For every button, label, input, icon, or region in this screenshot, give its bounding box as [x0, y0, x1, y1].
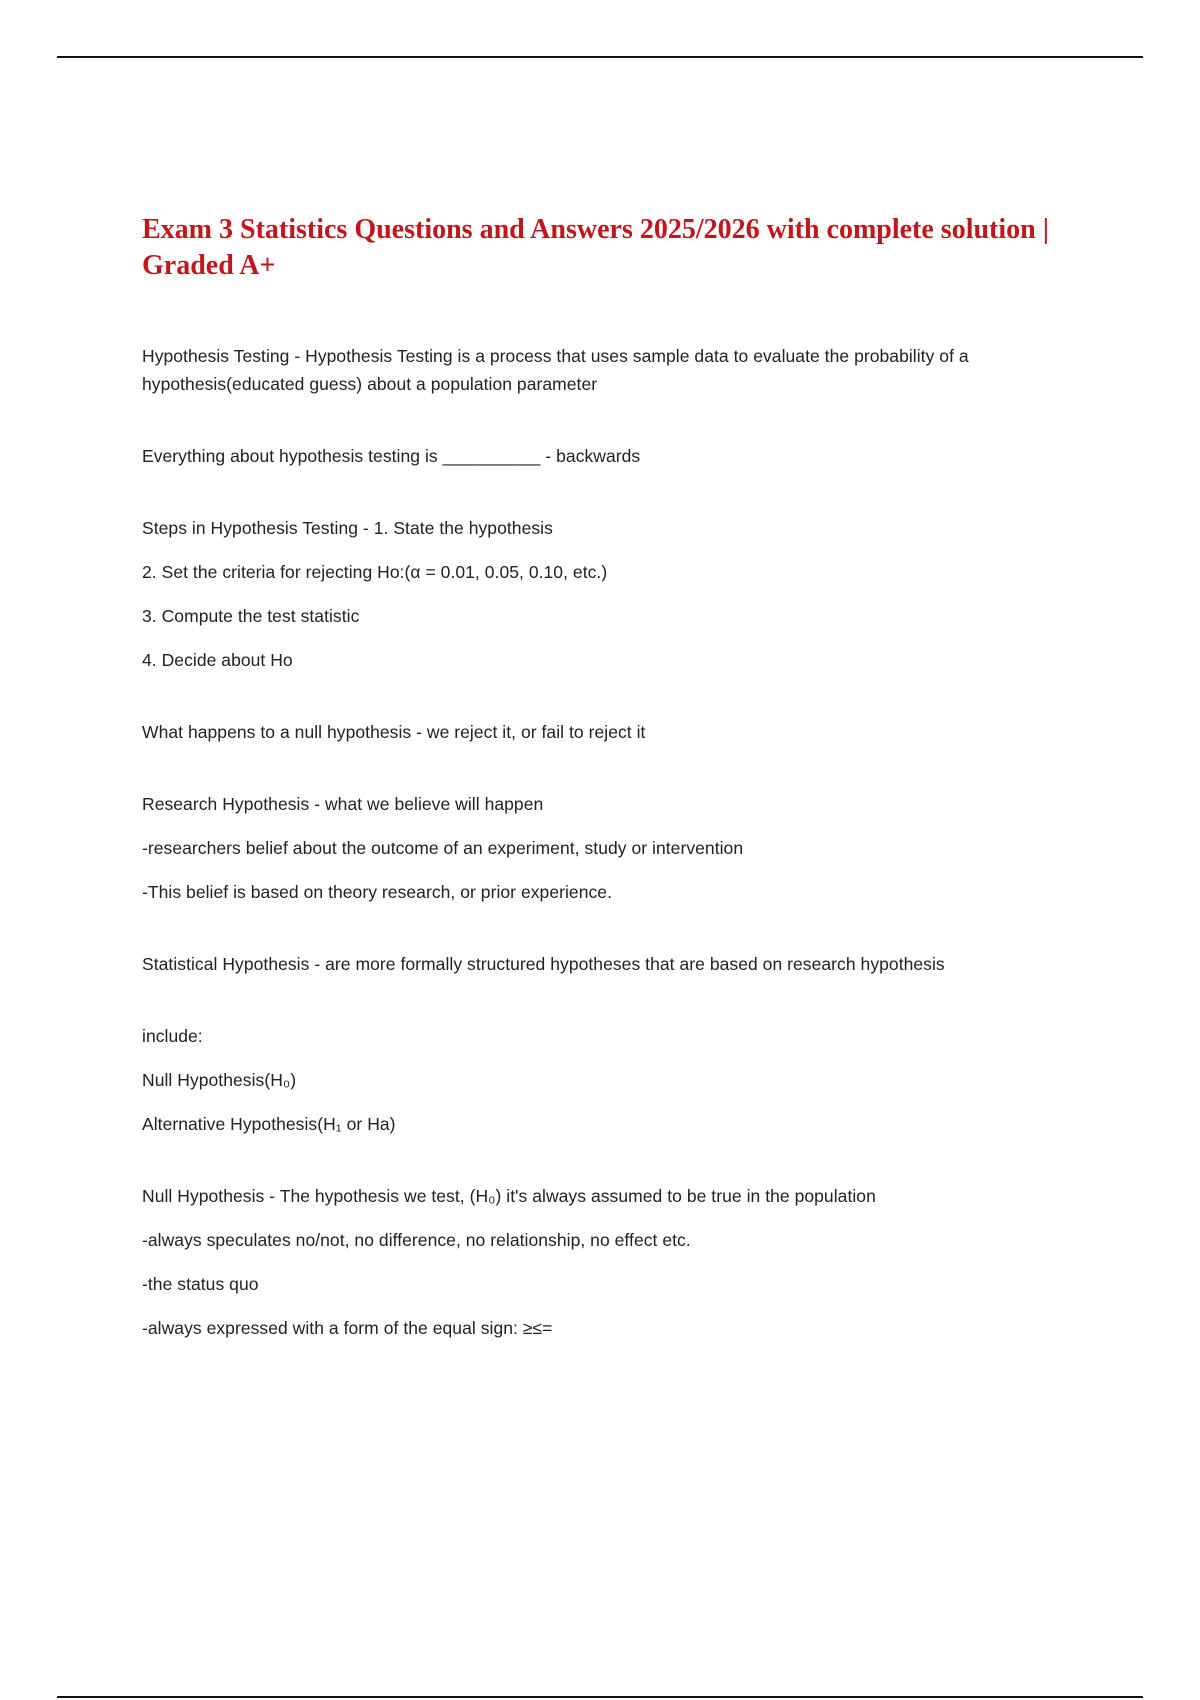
entry-line: What happens to a null hypothesis - we reject it, or fail to reject it [142, 722, 646, 742]
entry-line: Alternative Hypothesis(H₁ or Ha) [142, 1114, 396, 1134]
top-rule [57, 56, 1143, 58]
entry-line: -always speculates no/not, no difference, no relationship, no effect etc. [142, 1230, 691, 1250]
bottom-rule [57, 1696, 1143, 1698]
entry-line: Null Hypothesis - The hypothesis we test, (H₀) it's always assumed to be true in the population [142, 1186, 876, 1206]
qa-entry-everything-backwards [142, 442, 1072, 470]
qa-entry-null-hypothesis-outcome [142, 718, 1072, 746]
qa-entry-hypothesis-testing [142, 342, 1072, 398]
qa-entry-steps [142, 514, 1072, 674]
entry-line: Statistical Hypothesis - are more formally structured hypotheses that are based on research hypothesis [142, 954, 945, 974]
entry-line: -the status quo [142, 1274, 259, 1294]
entry-line: 4. Decide about Ho [142, 650, 293, 670]
entry-line: Everything about hypothesis testing is __________ - backwards [142, 446, 641, 466]
entry-line: -This belief is based on theory research, or prior experience. [142, 882, 612, 902]
entry-line: 2. Set the criteria for rejecting Ho:(α = 0.01, 0.05, 0.10, etc.) [142, 562, 608, 582]
entry-line: -always expressed with a form of the equal sign: ≥≤= [142, 1318, 553, 1338]
entry-line: include: [142, 1026, 203, 1046]
document-title: Exam 3 Statistics Questions and Answers 2025/2026 with complete solution | Graded A+ [142, 214, 1049, 281]
qa-entries [142, 342, 1072, 1342]
entry-line: Hypothesis Testing - Hypothesis Testing is a process that uses sample data to evaluate the probability of a hypothesis(educated guess) about a population parameter [142, 346, 969, 394]
entry-line: -researchers belief about the outcome of an experiment, study or intervention [142, 838, 744, 858]
entry-line: 3. Compute the test statistic [142, 606, 360, 626]
qa-entry-include [142, 1022, 1072, 1138]
qa-entry-null-hypothesis [142, 1182, 1072, 1342]
entry-line: Null Hypothesis(H₀) [142, 1070, 297, 1090]
entry-line: Steps in Hypothesis Testing - 1. State the hypothesis [142, 518, 553, 538]
qa-entry-research-hypothesis [142, 790, 1072, 906]
qa-entry-statistical-hypothesis [142, 950, 1072, 978]
entry-line: Research Hypothesis - what we believe will happen [142, 794, 544, 814]
document-body [142, 212, 1072, 1386]
